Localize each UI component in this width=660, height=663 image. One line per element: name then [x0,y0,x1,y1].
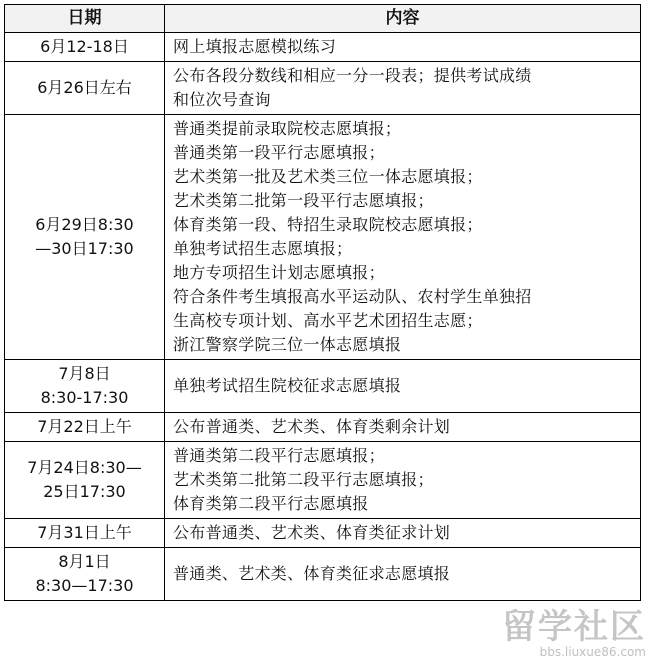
table-row [5,33,641,62]
content-cell [165,360,641,413]
content-line: 普通类第一段平行志愿填报； [173,143,385,162]
date-cell [5,442,165,519]
content-line: 公布普通类、艺术类、体育类征求计划 [173,523,451,542]
admission-schedule-table [4,4,641,601]
date-line: 7月8日 [58,364,111,383]
content-line: 普通类、艺术类、体育类征求志愿填报 [173,564,451,583]
date-line: 8:30—17:30 [35,576,134,595]
content-line: 艺术类第一批及艺术类三位一体志愿填报； [173,167,483,186]
date-line: 7月31日上午 [37,523,132,542]
content-line: 地方专项招生计划志愿填报； [173,263,385,282]
content-line: 浙江警察学院三位一体志愿填报 [173,335,402,354]
table-row [5,115,641,360]
table-row [5,442,641,519]
content-column-header: 内容 [165,5,641,33]
table-row [5,360,641,413]
content-line: 艺术类第二批第一段平行志愿填报； [173,191,434,210]
content-line: 普通类第二段平行志愿填报； [173,446,385,465]
site-watermark [502,609,646,659]
content-cell [165,33,641,62]
table-row [5,413,641,442]
content-cell [165,413,641,442]
date-cell [5,548,165,601]
content-line: 体育类第二段平行志愿填报 [173,494,369,513]
watermark-logo-text: 留学社区 [502,607,646,647]
content-cell [165,442,641,519]
content-line: 公布各段分数线和相应一分一段表；提供考试成绩 [173,66,532,85]
content-cell [165,548,641,601]
content-line: 单独考试招生志愿填报； [173,239,353,258]
date-column-header: 日期 [5,5,165,33]
content-cell [165,115,641,360]
date-line: 6月12-18日 [40,37,129,56]
date-cell [5,33,165,62]
content-line: 符合条件考生填报高水平运动队、农村学生单独招 [173,287,532,306]
table-row [5,62,641,115]
date-cell [5,115,165,360]
date-line: —30日17:30 [35,239,134,258]
content-line: 艺术类第二批第二段平行志愿填报； [173,470,434,489]
content-line: 网上填报志愿模拟练习 [173,37,337,56]
date-line: 6月29日8:30 [35,215,134,234]
table-header-row [5,5,641,33]
date-line: 25日17:30 [43,482,126,501]
date-cell [5,519,165,548]
date-line: 7月24日8:30— [27,458,142,477]
date-line: 7月22日上午 [37,417,132,436]
content-line: 公布普通类、艺术类、体育类剩余计划 [173,417,451,436]
content-line: 和位次号查询 [173,90,271,109]
date-line: 8:30-17:30 [40,388,129,407]
watermark-url: bbs.liuxue86.com [539,645,646,659]
content-line: 普通类提前录取院校志愿填报； [173,119,402,138]
date-line: 6月26日左右 [37,78,132,97]
content-line: 单独考试招生院校征求志愿填报 [173,376,402,395]
content-cell [165,519,641,548]
date-cell [5,413,165,442]
content-line: 体育类第一段、特招生录取院校志愿填报； [173,215,483,234]
date-cell [5,360,165,413]
table-row [5,519,641,548]
content-line: 生高校专项计划、高水平艺术团招生志愿； [173,311,483,330]
date-cell [5,62,165,115]
date-line: 8月1日 [58,552,111,571]
content-cell [165,62,641,115]
table-row [5,548,641,601]
